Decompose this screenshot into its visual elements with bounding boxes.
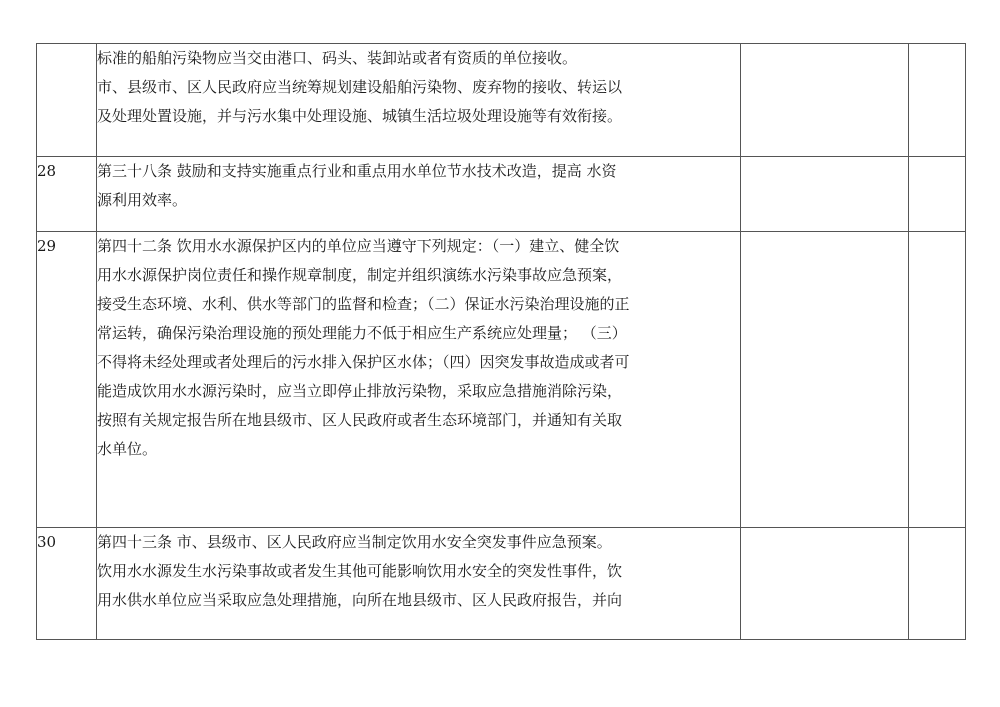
row-text-cell <box>97 528 741 640</box>
row-text-cell <box>97 232 741 528</box>
table-row <box>37 528 966 640</box>
table-row <box>37 232 966 528</box>
text-line: 饮用水水源发生水污染事故或者发生其他可能影响饮用水安全的突发性事件，饮 <box>97 562 623 580</box>
row-number-cell: 30 <box>37 528 97 640</box>
text-line: 按照有关规定报告所在地县级市、区人民政府或者生态环境部门，并通知有关取 <box>97 411 623 429</box>
empty-cell <box>741 232 909 528</box>
text-line: 源利用效率。 <box>97 191 188 209</box>
row-text-cell <box>97 44 741 157</box>
empty-cell <box>909 528 966 640</box>
empty-cell <box>909 157 966 232</box>
empty-cell <box>909 232 966 528</box>
text-line: 市、县级市、区人民政府应当统筹规划建设船舶污染物、废弃物的接收、转运以 <box>97 78 623 96</box>
regulation-table <box>36 43 966 640</box>
row-text-cell <box>97 157 741 232</box>
text-line: 不得将未经处理或者处理后的污水排入保护区水体；（四）因突发事故造成或者可 <box>97 353 630 371</box>
row-number-cell <box>37 44 97 157</box>
row-number-cell: 29 <box>37 232 97 528</box>
text-line: 用水供水单位应当采取应急处理措施，向所在地县级市、区人民政府报告，并向 <box>97 591 623 609</box>
text-line: 第四十三条 市、县级市、区人民政府应当制定饮用水安全突发事件应急预案。 <box>97 533 612 551</box>
text-line: 能造成饮用水水源污染时，应当立即停止排放污染物，采取应急措施消除污染， <box>97 382 623 400</box>
text-line: 接受生态环境、水利、供水等部门的监督和检查；（二）保证水污染治理设施的正 <box>97 295 630 313</box>
text-line: 第三十八条 鼓励和支持实施重点行业和重点用水单位节水技术改造，提高 水资 <box>97 162 617 180</box>
table-row <box>37 44 966 157</box>
text-line: 用水水源保护岗位责任和操作规章制度，制定并组织演练水污染事故应急预案， <box>97 266 623 284</box>
text-line: 标准的船舶污染物应当交由港口、码头、装卸站或者有资质的单位接收。 <box>97 49 578 67</box>
empty-cell <box>909 44 966 157</box>
text-line: 常运转，确保污染治理设施的预处理能力不低于相应生产系统应处理量； （三） <box>97 324 627 342</box>
text-line: 及处理处置设施，并与污水集中处理设施、城镇生活垃圾处理设施等有效衔接。 <box>97 107 623 125</box>
table-row <box>37 157 966 232</box>
empty-cell <box>741 157 909 232</box>
empty-cell <box>741 528 909 640</box>
empty-cell <box>741 44 909 157</box>
text-line: 第四十二条 饮用水水源保护区内的单位应当遵守下列规定：（一）建立、健全饮 <box>97 237 620 255</box>
row-number-cell: 28 <box>37 157 97 232</box>
text-line: 水单位。 <box>97 440 158 458</box>
